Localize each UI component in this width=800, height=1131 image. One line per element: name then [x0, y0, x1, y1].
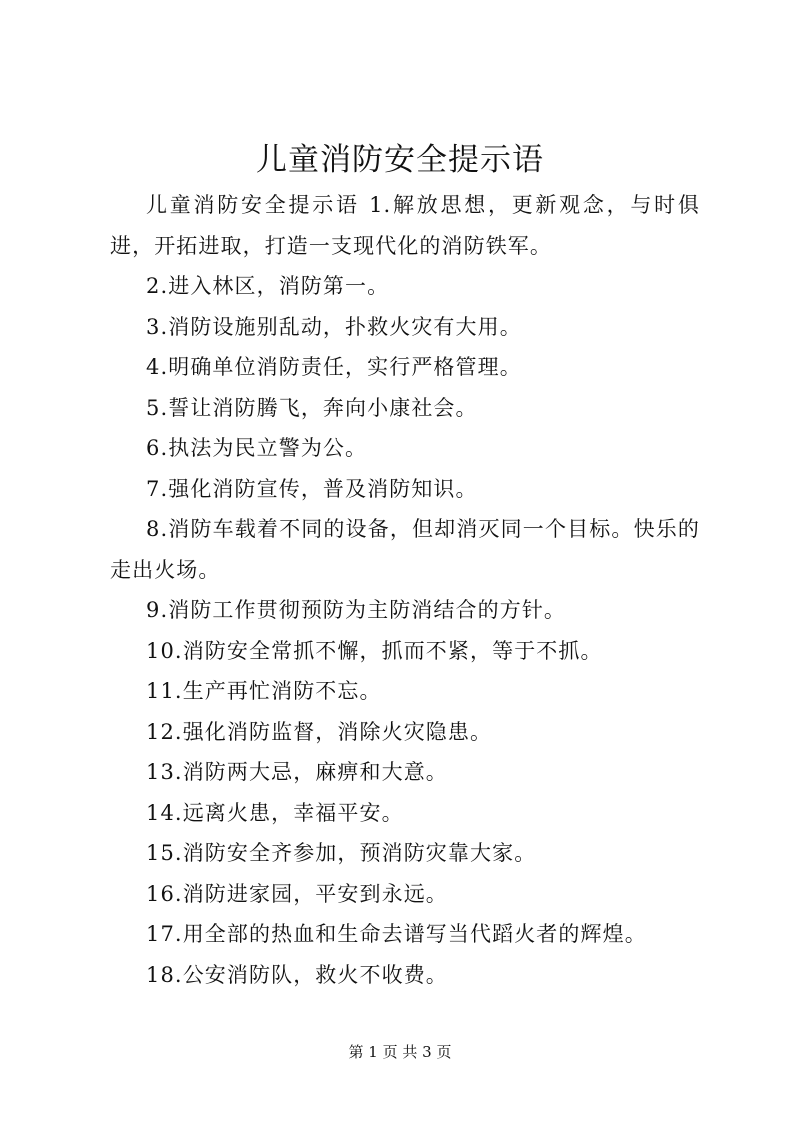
- paragraph-9: 9.消防工作贯彻预防为主防消结合的方针。: [146, 598, 567, 622]
- document-body: [110, 185, 700, 995]
- paragraph-5: 5.誓让消防腾飞，奔向小康社会。: [146, 395, 478, 420]
- paragraph-10: 10.消防安全常抓不懈，抓而不紧，等于不抓。: [146, 638, 603, 663]
- paragraph-11: 11.生产再忙消防不忘。: [146, 679, 382, 703]
- paragraph-15: 15.消防安全齐参加，预消防灾靠大家。: [146, 841, 537, 865]
- paragraph-18: 18.公安消防队，救火不收费。: [146, 962, 448, 987]
- paragraph-6: 6.执法为民立警为公。: [146, 436, 368, 460]
- paragraph-4: 4.明确单位消防责任，实行严格管理。: [146, 355, 522, 379]
- paragraph-12: 12.强化消防监督，消除火灾隐患。: [146, 719, 493, 744]
- paragraph-8: 8.消防车载着不同的设备，但却消灭同一个目标。快乐的走出火场。: [110, 517, 700, 582]
- page-title: 儿童消防安全提示语: [256, 142, 544, 178]
- paragraph-13: 13.消防两大忌，麻痹和大意。: [146, 760, 448, 784]
- paragraph-17: 17.用全部的热血和生命去谱写当代蹈火者的辉煌。: [146, 922, 647, 946]
- paragraph-2: 2.进入林区，消防第一。: [146, 274, 390, 298]
- paragraph-1: 儿童消防安全提示语 1.解放思想，更新观念，与时俱进，开拓进取，打造一支现代化的消防铁军。: [110, 193, 700, 258]
- paragraph-7: 7.强化消防宣传，普及消防知识。: [146, 476, 478, 501]
- paragraph-14: 14.远离火患，幸福平安。: [146, 800, 404, 825]
- paragraph-16: 16.消防进家园，平安到永远。: [146, 881, 448, 906]
- paragraph-3: 3.消防设施别乱动，扑救火灾有大用。: [146, 314, 522, 339]
- page-footer: 第 1 页 共 3 页: [348, 1043, 452, 1061]
